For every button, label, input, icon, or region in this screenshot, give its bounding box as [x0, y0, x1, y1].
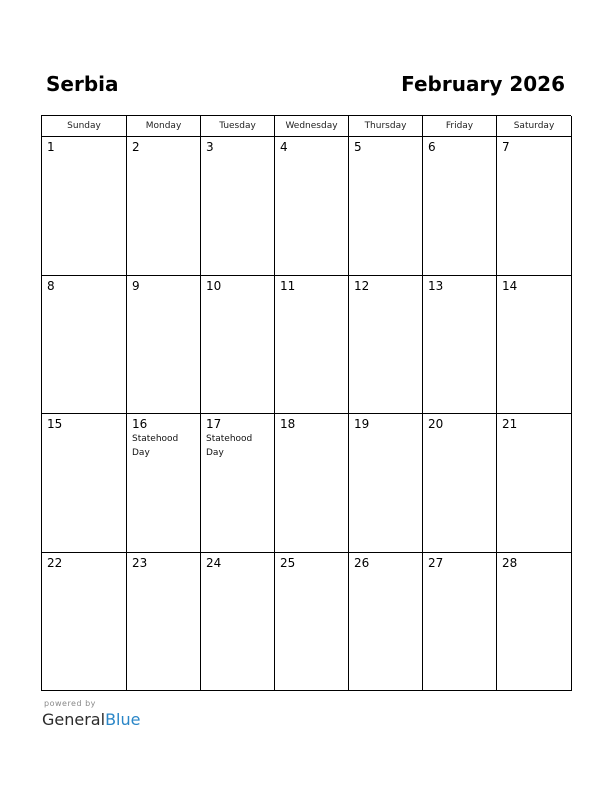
powered-by-label: powered by: [44, 699, 96, 708]
day-cell: [127, 276, 201, 414]
day-cell: [275, 553, 349, 691]
day-number: 27: [428, 556, 444, 570]
day-cell: [423, 553, 497, 691]
day-number: 17: [206, 417, 222, 431]
day-number: 5: [354, 140, 362, 154]
day-cell: [127, 414, 201, 553]
weekday-friday: Friday: [423, 116, 497, 137]
day-cell: [349, 553, 423, 691]
weekday-wednesday: Wednesday: [275, 116, 349, 137]
day-number: 2: [132, 140, 140, 154]
weekday-tuesday: Tuesday: [201, 116, 275, 137]
day-number: 7: [502, 140, 510, 154]
day-number: 3: [206, 140, 214, 154]
day-cell: [423, 276, 497, 414]
day-cell: [349, 276, 423, 414]
day-number: 12: [354, 279, 370, 293]
day-number: 23: [132, 556, 148, 570]
brand-blue-text: Blue: [105, 710, 141, 729]
weeks-grid: [42, 137, 571, 691]
calendar-grid: [41, 115, 571, 691]
holiday-label: Statehood Day: [206, 434, 253, 458]
day-number: 19: [354, 417, 370, 431]
holiday-label: Statehood Day: [132, 434, 179, 458]
day-cell: [497, 137, 572, 276]
day-cell: [42, 137, 127, 276]
day-number: 21: [502, 417, 518, 431]
day-number: 28: [502, 556, 518, 570]
day-number: 25: [280, 556, 296, 570]
day-number: 6: [428, 140, 436, 154]
day-cell: [349, 414, 423, 553]
weekday-sunday: Sunday: [42, 116, 127, 137]
day-cell: [42, 553, 127, 691]
day-cell: [497, 553, 572, 691]
month-year-title: February 2026: [401, 72, 565, 96]
day-number: 18: [280, 417, 296, 431]
day-cell: [127, 553, 201, 691]
day-cell: [201, 553, 275, 691]
day-number: 16: [132, 417, 148, 431]
brand-logo[interactable]: [42, 710, 140, 730]
day-number: 22: [47, 556, 63, 570]
day-cell: [423, 137, 497, 276]
day-number: 10: [206, 279, 222, 293]
day-cell: [497, 276, 572, 414]
day-number: 4: [280, 140, 288, 154]
day-cell: [201, 414, 275, 553]
day-cell: [497, 414, 572, 553]
day-cell: [275, 137, 349, 276]
day-cell: [423, 414, 497, 553]
day-number: 14: [502, 279, 518, 293]
day-number: 8: [47, 279, 55, 293]
day-number: 11: [280, 279, 296, 293]
day-cell: [127, 137, 201, 276]
day-number: 13: [428, 279, 444, 293]
brand-general-text: General: [42, 710, 106, 729]
day-number: 9: [132, 279, 140, 293]
day-number: 1: [47, 140, 55, 154]
weekday-thursday: Thursday: [349, 116, 423, 137]
weekday-monday: Monday: [127, 116, 201, 137]
day-cell: [201, 276, 275, 414]
day-cell: [275, 276, 349, 414]
day-cell: [275, 414, 349, 553]
day-cell: [42, 414, 127, 553]
weekday-saturday: Saturday: [497, 116, 572, 137]
day-number: 15: [47, 417, 63, 431]
day-cell: [349, 137, 423, 276]
day-cell: [42, 276, 127, 414]
country-title: Serbia: [46, 72, 119, 96]
day-number: 24: [206, 556, 222, 570]
weekday-header-row: [42, 116, 571, 137]
day-cell: [201, 137, 275, 276]
day-number: 20: [428, 417, 444, 431]
day-number: 26: [354, 556, 370, 570]
